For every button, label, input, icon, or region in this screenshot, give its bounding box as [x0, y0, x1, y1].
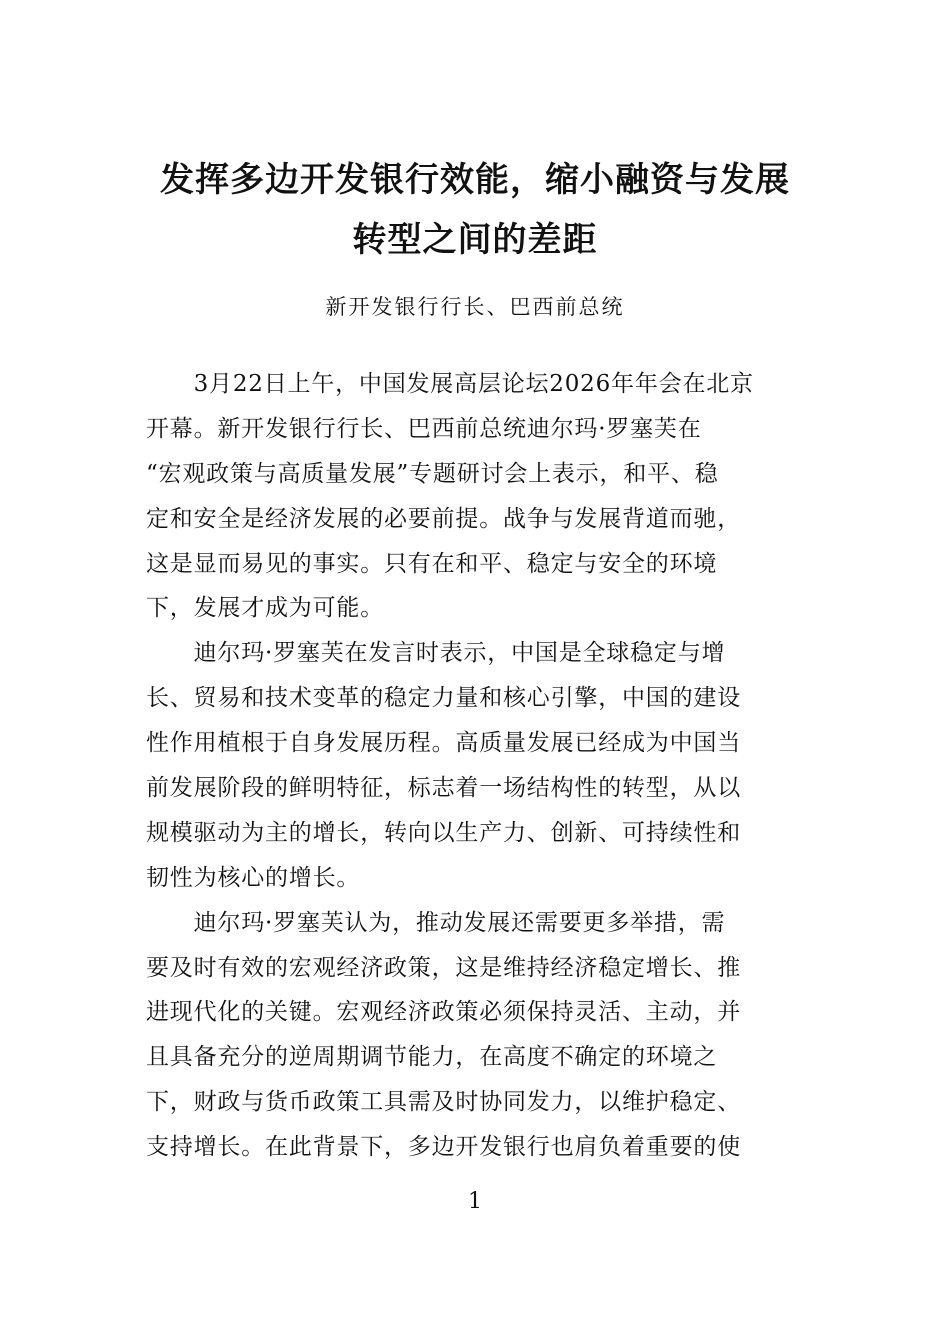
body-line: 规模驱动为主的增长，转向以生产力、创新、可持续性和 — [146, 819, 741, 846]
body-line: 前发展阶段的鲜明特征，标志着一场结构性的转型，从以 — [146, 775, 741, 802]
body-line: “宏观政策与高质量发展”专题研讨会上表示，和平、稳 — [146, 460, 719, 487]
page-number: 1 — [468, 1189, 482, 1214]
body-line: 下，财政与货币政策工具需及时协同发力，以维护稳定、 — [146, 1089, 741, 1116]
body-line: 进现代化的关键。宏观经济政策必须保持灵活、主动，并 — [146, 999, 741, 1026]
body-line: 韧性为核心的增长。 — [146, 864, 361, 891]
body-line: 要及时有效的宏观经济政策，这是维持经济稳定增长、推 — [146, 954, 741, 981]
title-line-1: 发挥多边开发银行效能，缩小融资与发展 — [160, 160, 790, 200]
body-line: 开幕。新开发银行行长、巴西前总统迪尔玛·罗塞芙在 — [146, 415, 702, 442]
body-line: 定和安全是经济发展的必要前提。战争与发展背道而驰， — [146, 505, 741, 532]
title-line-2: 转型之间的差距 — [352, 220, 598, 260]
document-subtitle: 新开发银行行长、巴西前总统 — [325, 295, 625, 319]
body-line: 且具备充分的逆周期调节能力，在高度不确定的环境之 — [146, 1044, 718, 1071]
body-line: 迪尔玛·罗塞芙认为，推动发展还需要更多举措，需 — [146, 909, 726, 936]
document-title — [120, 150, 830, 270]
body-line: 迪尔玛·罗塞芙在发言时表示，中国是全球稳定与增 — [146, 640, 726, 667]
body-line: 长、贸易和技术变革的稳定力量和核心引擎，中国的建设 — [146, 685, 741, 712]
body-line: 这是显而易见的事实。只有在和平、稳定与安全的环境 — [146, 550, 718, 577]
body-line: 下，发展才成为可能。 — [146, 595, 384, 622]
document-body — [146, 362, 810, 1170]
body-line: 性作用植根于自身发展历程。高质量发展已经成为中国当 — [146, 730, 741, 757]
body-line: 支持增长。在此背景下，多边开发银行也肩负着重要的使 — [146, 1134, 741, 1161]
body-line: 3月22日上午，中国发展高层论坛2026年年会在北京 — [146, 371, 754, 397]
